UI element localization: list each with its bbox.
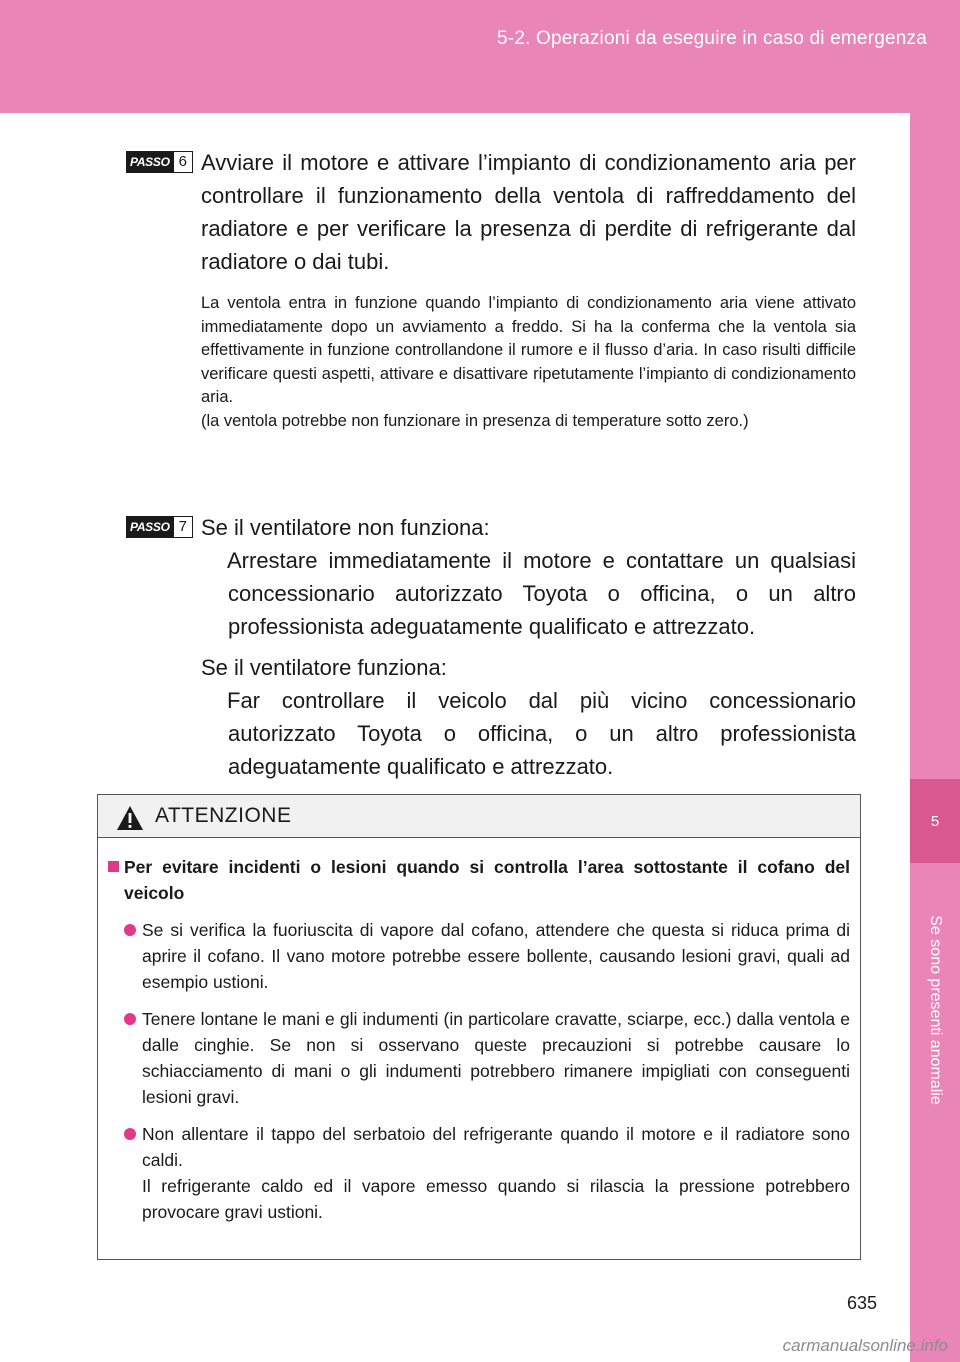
square-bullet-icon: [108, 861, 119, 872]
header-band: [0, 0, 960, 113]
step-6-note: La ventola entra in funzione quando l’impianto di condizionamento aria viene attivato immediatamente dopo un avviamento a freddo. Si ha la conferma che la ventola sia effettivamente in funzione controllandone il rumore e il flusso d’aria. In caso risulti difficile verificare questi aspetti, attivare e disattivare ripetutamente l’impianto di condizionamento aria.: [201, 294, 856, 406]
step-6-note-2: (la ventola potrebbe non funzionare in presenza di temperature sotto zero.): [201, 411, 749, 430]
case-2-heading: Se il ventilatore funziona:: [201, 655, 447, 680]
watermark: carmanualsonline.info: [782, 1336, 948, 1355]
round-bullet-icon: [124, 924, 136, 936]
side-tab-upper: [910, 113, 960, 779]
warning-item-text: Se si verifica la fuoriuscita di vapore dal cofano, attendere che questa si riduca prima di aprire il cofano. Il vano motore potrebbe essere bollente, causando lesioni gravi, quali ad esempio ustioni.: [142, 920, 850, 992]
warning-item: [124, 1006, 850, 1110]
warning-content: [98, 838, 860, 1225]
case-2-body: Far controllare il veicolo dal più vicino concessionario autorizzato Toyota o officina, o un altro professionista adeguatamente qualificato e attrezzato.: [227, 688, 856, 779]
chapter-number-tab: 5: [910, 779, 960, 863]
chapter-label: Se sono presenti anomalie: [927, 915, 944, 1105]
warning-item-extra: Il refrigerante caldo ed il vapore emesso quando si rilascia la pressione potrebbero provocare gravi ustioni.: [142, 1176, 850, 1222]
step-badge: [126, 516, 193, 538]
warning-box: [97, 794, 861, 1260]
warning-triangle-icon: [116, 805, 144, 831]
warning-heading: [108, 854, 850, 906]
round-bullet-icon: [124, 1128, 136, 1140]
page-number: 635: [847, 1293, 878, 1313]
warning-item-text: Non allentare il tappo del serbatoio del refrigerante quando il motore e il radiatore sono caldi.: [142, 1124, 850, 1170]
step-badge-word: PASSO: [126, 516, 174, 538]
case-1-heading: Se il ventilatore non funziona:: [201, 515, 490, 540]
step-6-text: Avviare il motore e attivare l’impianto di condizionamento aria per controllare il funzionamento della ventola di raffreddamento del radiatore e per verificare la presenza di perdite di refrigerante dal radiatore o dai tubi.: [201, 150, 856, 274]
section-title: 5-2. Operazioni da eseguire in caso di emergenza: [497, 28, 927, 49]
step-7: [126, 511, 856, 783]
warning-item: [124, 1121, 850, 1225]
step-badge-number: 7: [174, 516, 193, 538]
step-badge-word: PASSO: [126, 151, 174, 173]
warning-item: [124, 917, 850, 995]
step-badge: [126, 151, 193, 173]
warning-title: ATTENZIONE: [155, 804, 292, 827]
step-badge-number: 6: [174, 151, 193, 173]
round-bullet-icon: [124, 1013, 136, 1025]
warning-heading-text: Per evitare incidenti o lesioni quando si controlla l’area sottostante il cofano del veicolo: [124, 857, 850, 903]
case-1-body: Arrestare immediatamente il motore e contattare un qualsiasi concessionario autorizzato Toyota o officina, o un altro professionista adeguatamente qualificato e attrezzato.: [227, 548, 856, 639]
warning-header: [98, 795, 860, 838]
step-6: [126, 146, 856, 433]
warning-item-text: Tenere lontane le mani e gli indumenti (in particolare cravatte, sciarpe, ecc.) dalla ventola e dalle cinghie. Se non si osservano queste precauzioni si potrebbe causare lo schiacciamento di mani o gli indumenti potrebbero rimanere impigliati con conseguenti lesioni gravi.: [142, 1009, 850, 1107]
